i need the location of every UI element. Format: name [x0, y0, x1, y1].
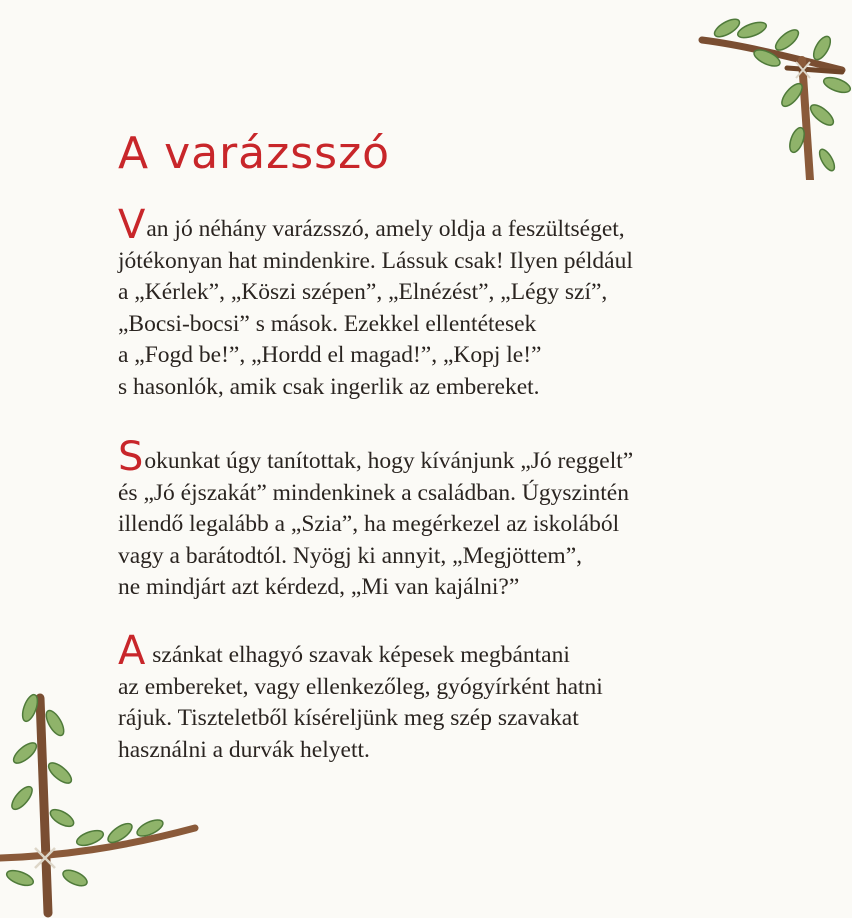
text-line: an jó néhány varázsszó, amely oldja a feszültséget,: [146, 216, 625, 242]
text-line: ne mindjárt azt kérdezd, „Mi van kajálni?”: [118, 574, 520, 600]
text-line: a „Kérlek”, „Köszi szépen”, „Elnézést”, „Légy szí”,: [118, 279, 608, 305]
text-line: illendő legalább a „Szia”, ha megérkezel az iskolából: [118, 511, 620, 537]
drop-initial: S: [118, 434, 144, 480]
text-line: vagy a barátodtól. Nyögj ki annyit, „Megjöttem”,: [118, 542, 583, 569]
paragraph-1: [118, 202, 818, 403]
text-line: a „Fogd be!”, „Hordd el magad!”, „Kopj le!”: [118, 342, 542, 368]
text-line: okunkat úgy tanítottak, hogy kívánjunk „Jó reggelt”: [144, 448, 634, 474]
text-line: használni a durvák helyett.: [118, 736, 370, 763]
branch-illustration-top-right: [692, 0, 852, 180]
drop-initial: A: [118, 628, 146, 674]
text-line: jótékonyan hat mindenkire. Lássuk csak! Ilyen például: [118, 247, 633, 274]
paragraph-2: [118, 434, 818, 604]
text-line: szánkat elhagyó szavak képesek megbántani: [146, 642, 570, 668]
paragraph-3: [118, 628, 818, 766]
text-line: rájuk. Tiszteletből kíséreljünk meg szép szavakat: [118, 705, 579, 731]
page-title: A varázsszó: [118, 128, 391, 179]
text-line: „Bocsi-bocsi” s mások. Ezekkel ellentétesek: [118, 310, 537, 337]
leaf-icon: [712, 16, 852, 173]
text-line: s hasonlók, amik csak ingerlik az embereket.: [118, 373, 540, 400]
text-line: és „Jó éjszakát” mindenkinek a családban. Úgyszintén: [118, 479, 629, 506]
branch-illustration-bottom-left: [0, 678, 200, 918]
drop-initial: V: [118, 202, 146, 248]
text-line: az embereket, vagy ellenkezőleg, gyógyírként hatni: [118, 673, 603, 700]
